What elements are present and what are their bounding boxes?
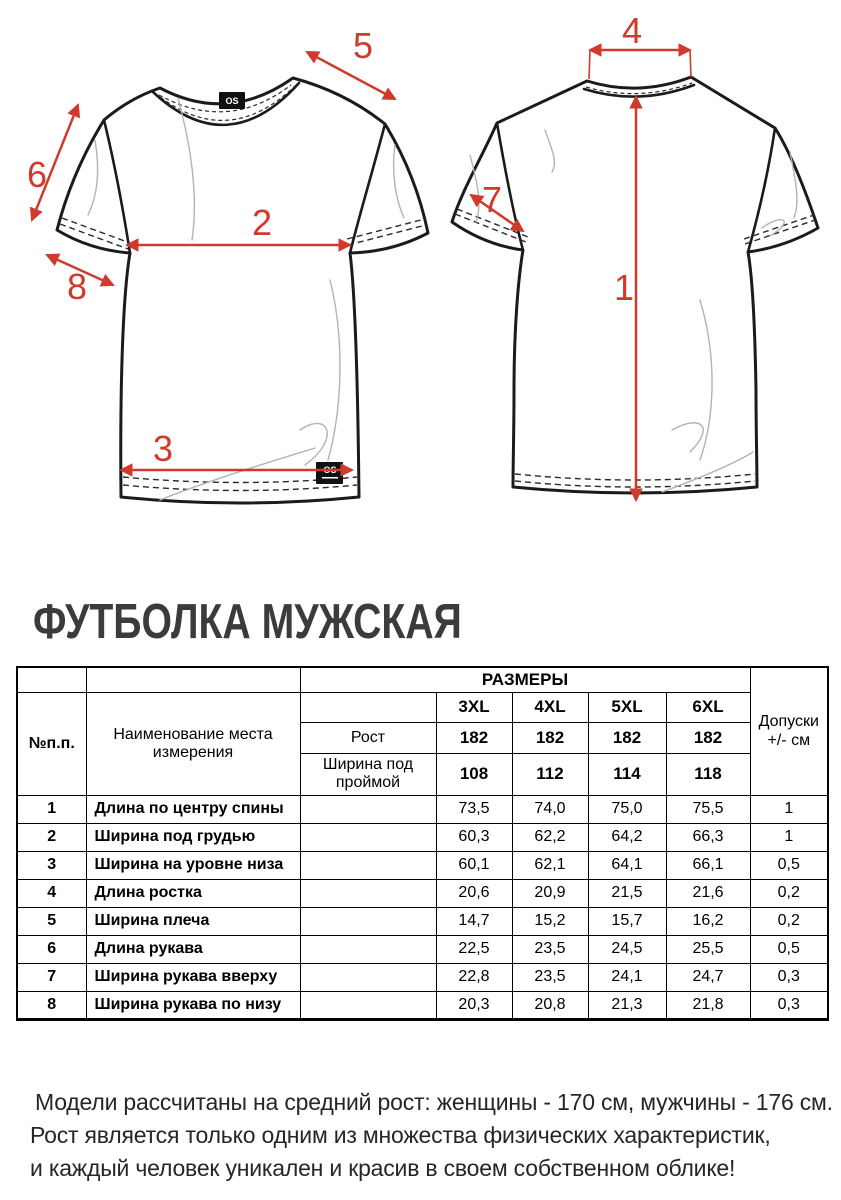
empty-cell <box>300 851 436 879</box>
tolerance-cell: 0,5 <box>750 935 828 963</box>
table-row <box>17 935 828 963</box>
value-cell: 21,3 <box>588 991 666 1019</box>
empty-cell <box>300 823 436 851</box>
underarm-value: 114 <box>588 753 666 795</box>
value-cell: 75,0 <box>588 795 666 823</box>
value-cell: 23,5 <box>512 935 588 963</box>
marker-6: 6 <box>26 154 48 195</box>
table-row <box>17 795 828 823</box>
size-table <box>16 666 829 1021</box>
empty-cell <box>17 667 86 692</box>
underarm-value: 118 <box>666 753 750 795</box>
height-row-label: Рост <box>300 722 436 753</box>
row-num: 5 <box>17 907 86 935</box>
value-cell: 20,6 <box>436 879 512 907</box>
tolerance-cell: 0,2 <box>750 879 828 907</box>
value-cell: 21,5 <box>588 879 666 907</box>
value-cell: 21,6 <box>666 879 750 907</box>
row-name: Ширина на уровне низа <box>86 851 300 879</box>
marker-8: 8 <box>66 266 88 307</box>
row-num: 6 <box>17 935 86 963</box>
row-name: Ширина под грудью <box>86 823 300 851</box>
tolerance-header-line1: Допуски <box>758 713 819 731</box>
front-shirt-outline <box>57 78 428 503</box>
tshirt-front-drawing <box>57 78 428 503</box>
hem-brand-tag-line <box>322 477 338 479</box>
tolerance-header-line2: +/- см <box>767 732 811 750</box>
value-cell: 22,5 <box>436 935 512 963</box>
value-cell: 24,1 <box>588 963 666 991</box>
value-cell: 64,2 <box>588 823 666 851</box>
row-num: 2 <box>17 823 86 851</box>
tolerance-cell: 0,3 <box>750 991 828 1019</box>
tolerance-cell: 1 <box>750 795 828 823</box>
sizes-group-header: РАЗМЕРЫ <box>300 667 750 692</box>
page-title: ФУТБОЛКА МУЖСКАЯ <box>33 595 462 649</box>
row-name: Ширина рукава вверху <box>86 963 300 991</box>
marker-5: 5 <box>352 25 374 66</box>
tshirt-measurement-diagram <box>0 0 841 575</box>
name-column-header: Наименование места измерения <box>86 692 300 795</box>
value-cell: 22,8 <box>436 963 512 991</box>
value-cell: 16,2 <box>666 907 750 935</box>
marker-3: 3 <box>152 428 174 469</box>
empty-cell <box>86 667 300 692</box>
hem-brand-tag-text: OS <box>323 465 337 475</box>
table-row <box>17 991 828 1019</box>
table-header-row-size-names <box>17 692 828 722</box>
value-cell: 14,7 <box>436 907 512 935</box>
value-cell: 20,3 <box>436 991 512 1019</box>
size-col-header: 6XL <box>666 692 750 722</box>
neck-brand-tag-text: OS <box>225 96 239 106</box>
height-value: 182 <box>588 722 666 753</box>
underarm-value: 108 <box>436 753 512 795</box>
table-row <box>17 879 828 907</box>
num-column-header: №п.п. <box>17 692 86 795</box>
value-cell: 66,1 <box>666 851 750 879</box>
value-cell: 73,5 <box>436 795 512 823</box>
tolerance-cell: 0,2 <box>750 907 828 935</box>
table-row <box>17 823 828 851</box>
row-num: 7 <box>17 963 86 991</box>
note-line: Модели рассчитаны на средний рост: женщины - 170 см, мужчины - 176 см. <box>35 1089 833 1115</box>
marker-4: 4 <box>621 10 643 51</box>
value-cell: 20,8 <box>512 991 588 1019</box>
value-cell: 74,0 <box>512 795 588 823</box>
tolerance-cell: 0,3 <box>750 963 828 991</box>
tolerance-cell: 1 <box>750 823 828 851</box>
row-name: Длина рукава <box>86 935 300 963</box>
row-name: Ширина плеча <box>86 907 300 935</box>
value-cell: 64,1 <box>588 851 666 879</box>
value-cell: 20,9 <box>512 879 588 907</box>
value-cell: 62,2 <box>512 823 588 851</box>
row-name: Длина по центру спины <box>86 795 300 823</box>
height-value: 182 <box>436 722 512 753</box>
empty-cell <box>300 795 436 823</box>
row-num: 8 <box>17 991 86 1019</box>
size-col-header: 4XL <box>512 692 588 722</box>
note-line: Рост является только одним из множества физических характеристик, <box>30 1122 771 1148</box>
value-cell: 25,5 <box>666 935 750 963</box>
row-name: Длина ростка <box>86 879 300 907</box>
empty-cell <box>300 963 436 991</box>
underarm-value: 112 <box>512 753 588 795</box>
table-header-row-sizes-group <box>17 667 828 692</box>
value-cell: 21,8 <box>666 991 750 1019</box>
value-cell: 15,2 <box>512 907 588 935</box>
row-num: 1 <box>17 795 86 823</box>
height-value: 182 <box>512 722 588 753</box>
note-line: и каждый человек уникален и красив в своем собственном облике! <box>30 1155 736 1181</box>
value-cell: 66,3 <box>666 823 750 851</box>
row-name: Ширина рукава по низу <box>86 991 300 1019</box>
marker-7: 7 <box>481 179 503 220</box>
empty-cell <box>300 692 436 722</box>
row-num: 3 <box>17 851 86 879</box>
value-cell: 24,5 <box>588 935 666 963</box>
value-cell: 23,5 <box>512 963 588 991</box>
height-value: 182 <box>666 722 750 753</box>
value-cell: 62,1 <box>512 851 588 879</box>
empty-cell <box>300 879 436 907</box>
empty-cell <box>300 907 436 935</box>
arrow-4-extension-left <box>589 50 590 79</box>
model-height-note <box>30 1086 833 1185</box>
tolerance-cell: 0,5 <box>750 851 828 879</box>
arrow-4-extension-right <box>690 50 691 77</box>
value-cell: 60,3 <box>436 823 512 851</box>
underarm-row-label: Ширина под проймой <box>300 753 436 795</box>
size-col-header: 5XL <box>588 692 666 722</box>
value-cell: 60,1 <box>436 851 512 879</box>
table-row <box>17 907 828 935</box>
tolerance-header <box>750 667 828 795</box>
table-row <box>17 851 828 879</box>
empty-cell <box>300 935 436 963</box>
marker-1: 1 <box>613 267 635 308</box>
marker-2: 2 <box>251 202 273 243</box>
table-row <box>17 963 828 991</box>
size-col-header: 3XL <box>436 692 512 722</box>
value-cell: 24,7 <box>666 963 750 991</box>
empty-cell <box>300 991 436 1019</box>
value-cell: 15,7 <box>588 907 666 935</box>
value-cell: 75,5 <box>666 795 750 823</box>
row-num: 4 <box>17 879 86 907</box>
